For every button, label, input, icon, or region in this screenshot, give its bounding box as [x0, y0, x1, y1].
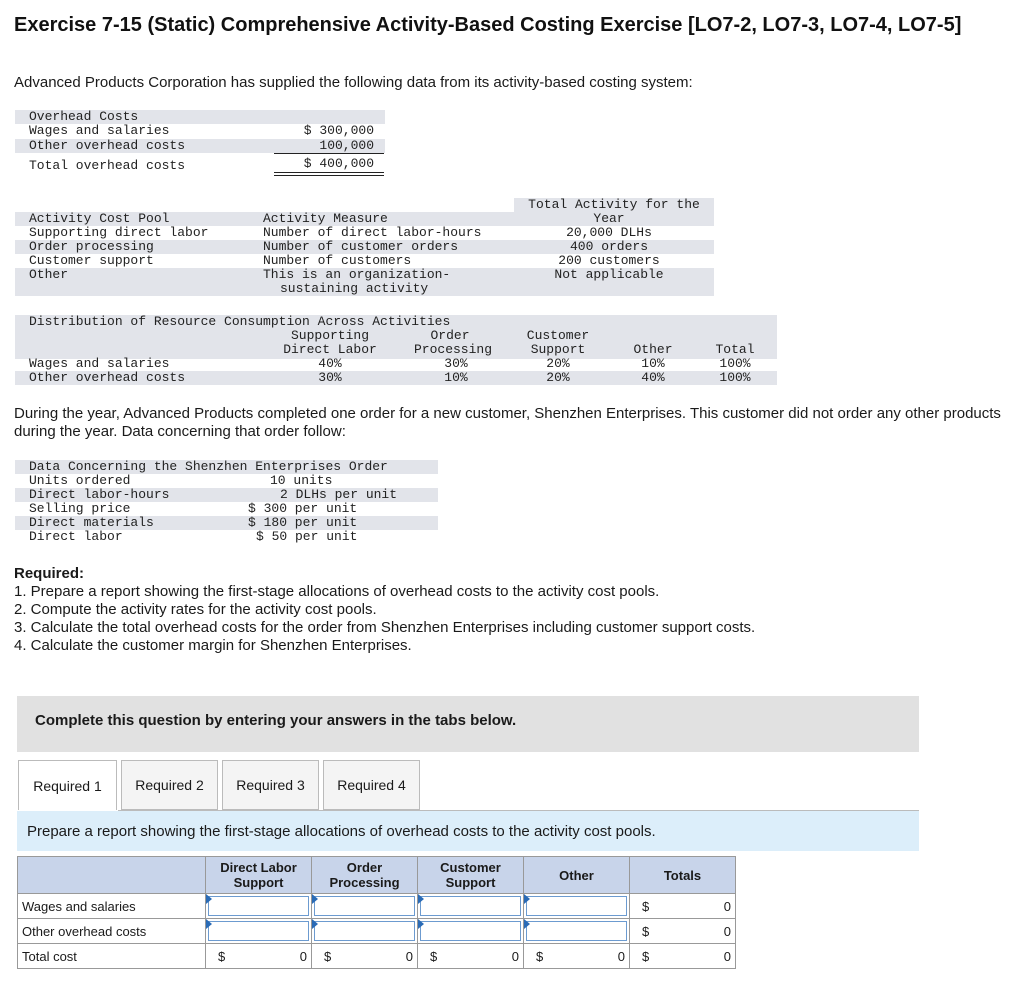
distribution-label: Other overhead costs [29, 370, 186, 385]
header-customer-support: Customer Support [418, 857, 524, 894]
wages-customer-support-input[interactable] [418, 894, 524, 919]
required-item: 4. Calculate the customer margin for Shenzhen Enterprises. [14, 637, 412, 654]
narrative-text: During the year, Advanced Products completed one order for a new customer, Shenzhen Enterprises. This customer did not order any other products during the year. Data concerning that order follow: [14, 405, 1001, 440]
wages-direct-labor-input[interactable] [206, 894, 312, 919]
order-label: Direct materials [29, 515, 154, 530]
total-customer-support: $ 0 [418, 944, 524, 969]
activity-pool: Other [29, 267, 69, 282]
overhead-value: $ 300,000 [303, 123, 374, 138]
overhead-value: 100,000 [319, 138, 374, 153]
order-label: Selling price [29, 501, 131, 516]
corner-header [18, 857, 206, 894]
activity-pool: Customer support [29, 253, 154, 268]
order-value: $ 300 per unit [248, 501, 358, 516]
required-item: 1. Prepare a report showing the first-stage allocations of overhead costs to the activity cost pools. [14, 583, 660, 600]
table-row [18, 944, 736, 969]
overhead-label: Other overhead costs [29, 138, 186, 153]
other-overhead-total: $ 0 [630, 919, 736, 944]
total-totals: $ 0 [630, 944, 736, 969]
activity-total: 200 customers [558, 253, 660, 268]
wages-total: $ 0 [630, 894, 736, 919]
tab-required-3[interactable]: Required 3 [222, 760, 319, 810]
total-direct-labor: $ 0 [206, 944, 312, 969]
header-direct-labor-support: Direct Labor Support [206, 857, 312, 894]
order-label: Units ordered [29, 473, 131, 488]
tab-required-2[interactable]: Required 2 [121, 760, 218, 810]
overhead-label: Wages and salaries [29, 123, 170, 138]
order-value: 2 DLHs per unit [280, 487, 398, 502]
other-overhead-other-input[interactable] [524, 919, 630, 944]
distribution-label: Wages and salaries [29, 356, 170, 371]
activity-measure-extra: sustaining activity [280, 281, 429, 296]
header-other: Other [524, 857, 630, 894]
other-overhead-customer-support-input[interactable] [418, 919, 524, 944]
table-row [18, 919, 736, 944]
intro-text: Advanced Products Corporation has supplied the following data from its activity-based costing system: [14, 74, 693, 91]
activity-total: Not applicable [554, 267, 664, 282]
tab-required-4[interactable]: Required 4 [323, 760, 420, 810]
distribution-title: Distribution of Resource Consumption Across Activities [29, 314, 451, 329]
activity-measure: This is an organization- [263, 267, 451, 282]
activity-measure: Number of customers [263, 253, 412, 268]
panel-text: Complete this question by entering your answers in the tabs below. [35, 712, 517, 729]
instructions-panel [17, 696, 919, 752]
table-row [18, 894, 736, 919]
other-overhead-order-processing-input[interactable] [312, 919, 418, 944]
overhead-header: Overhead Costs [29, 109, 139, 124]
required-item: 2. Compute the activity rates for the activity cost pools. [14, 601, 377, 618]
tab-instruction: Prepare a report showing the first-stage allocations of overhead costs to the activity cost pools. [17, 811, 919, 851]
activity-total-header: Total Activity for the [528, 197, 700, 212]
total-other: $ 0 [524, 944, 630, 969]
order-label: Direct labor [29, 529, 123, 544]
row-label: Other overhead costs [18, 919, 206, 944]
activity-measure: Number of direct labor-hours [263, 225, 482, 240]
activity-total: 20,000 DLHs [566, 225, 652, 240]
row-label: Total cost [18, 944, 206, 969]
activity-pool-header: Activity Cost Pool [29, 211, 170, 226]
order-header: Data Concerning the Shenzhen Enterprises Order [29, 459, 388, 474]
header-order-processing: Order Processing [312, 857, 418, 894]
wages-order-processing-input[interactable] [312, 894, 418, 919]
activity-total: 400 orders [569, 239, 648, 254]
other-overhead-direct-labor-input[interactable] [206, 919, 312, 944]
activity-measure-header: Activity Measure [263, 211, 388, 226]
order-value: $ 180 per unit [248, 515, 358, 530]
required-item: 3. Calculate the total overhead costs for the order from Shenzhen Enterprises including customer support costs. [14, 619, 756, 636]
required-section [14, 565, 755, 655]
overhead-label: Total overhead costs [29, 158, 186, 173]
row-label: Wages and salaries [18, 894, 206, 919]
order-label: Direct labor-hours [29, 487, 170, 502]
order-value: 10 units [270, 473, 333, 488]
overhead-value: $ 400,000 [303, 156, 374, 171]
wages-other-input[interactable] [524, 894, 630, 919]
header-totals: Totals [630, 857, 736, 894]
answer-table [17, 856, 736, 969]
activity-pool: Supporting direct labor [29, 225, 209, 240]
total-order-processing: $ 0 [312, 944, 418, 969]
activity-pool: Order processing [29, 239, 154, 254]
order-value: $ 50 per unit [256, 529, 358, 544]
page-title: Exercise 7-15 (Static) Comprehensive Activity-Based Costing Exercise [LO7-2, LO7-3, LO7-4, LO7-5] [14, 14, 962, 36]
activity-measure: Number of customer orders [263, 239, 459, 254]
tab-required-1[interactable]: Required 1 [18, 760, 117, 810]
required-heading: Required: [14, 565, 85, 582]
